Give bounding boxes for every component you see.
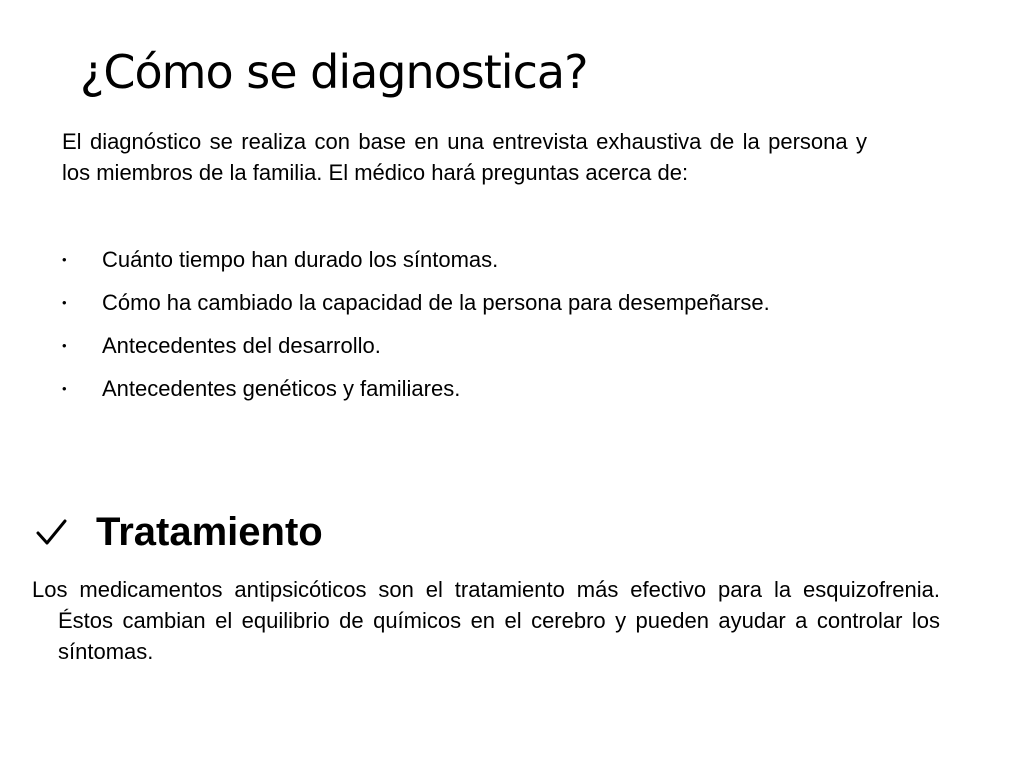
treatment-paragraph: Los medicamentos antipsicóticos son el tratamiento más efectivo para la esquizofrenia. Éstos cambian el equilibrio de químicos en el cerebro y pueden ayudar a controlar los síntomas. — [32, 577, 940, 664]
check-icon — [32, 513, 70, 551]
list-item — [62, 287, 867, 318]
bullet-icon: • — [62, 252, 67, 267]
list-item — [62, 373, 867, 404]
list-item-text: Cuánto tiempo han durado los síntomas. — [102, 247, 499, 272]
list-item-text: Cómo ha cambiado la capacidad de la persona para desempeñarse. — [102, 290, 770, 315]
question-list — [62, 244, 867, 416]
section-heading — [32, 504, 323, 560]
list-item-text: Antecedentes del desarrollo. — [102, 333, 381, 358]
slide-title: ¿Cómo se diagnostica? — [80, 45, 588, 99]
list-item-text: Antecedentes genéticos y familiares. — [102, 376, 461, 401]
intro-paragraph: El diagnóstico se realiza con base en una entrevista exhaustiva de la persona y los miembros de la familia. El médico hará preguntas acerca de: — [62, 129, 867, 185]
bullet-icon: • — [62, 338, 67, 353]
list-item — [62, 330, 867, 361]
bullet-icon: • — [62, 295, 67, 310]
list-item — [62, 244, 867, 275]
bullet-icon: • — [62, 381, 67, 396]
section-title: Tratamiento — [96, 510, 323, 554]
